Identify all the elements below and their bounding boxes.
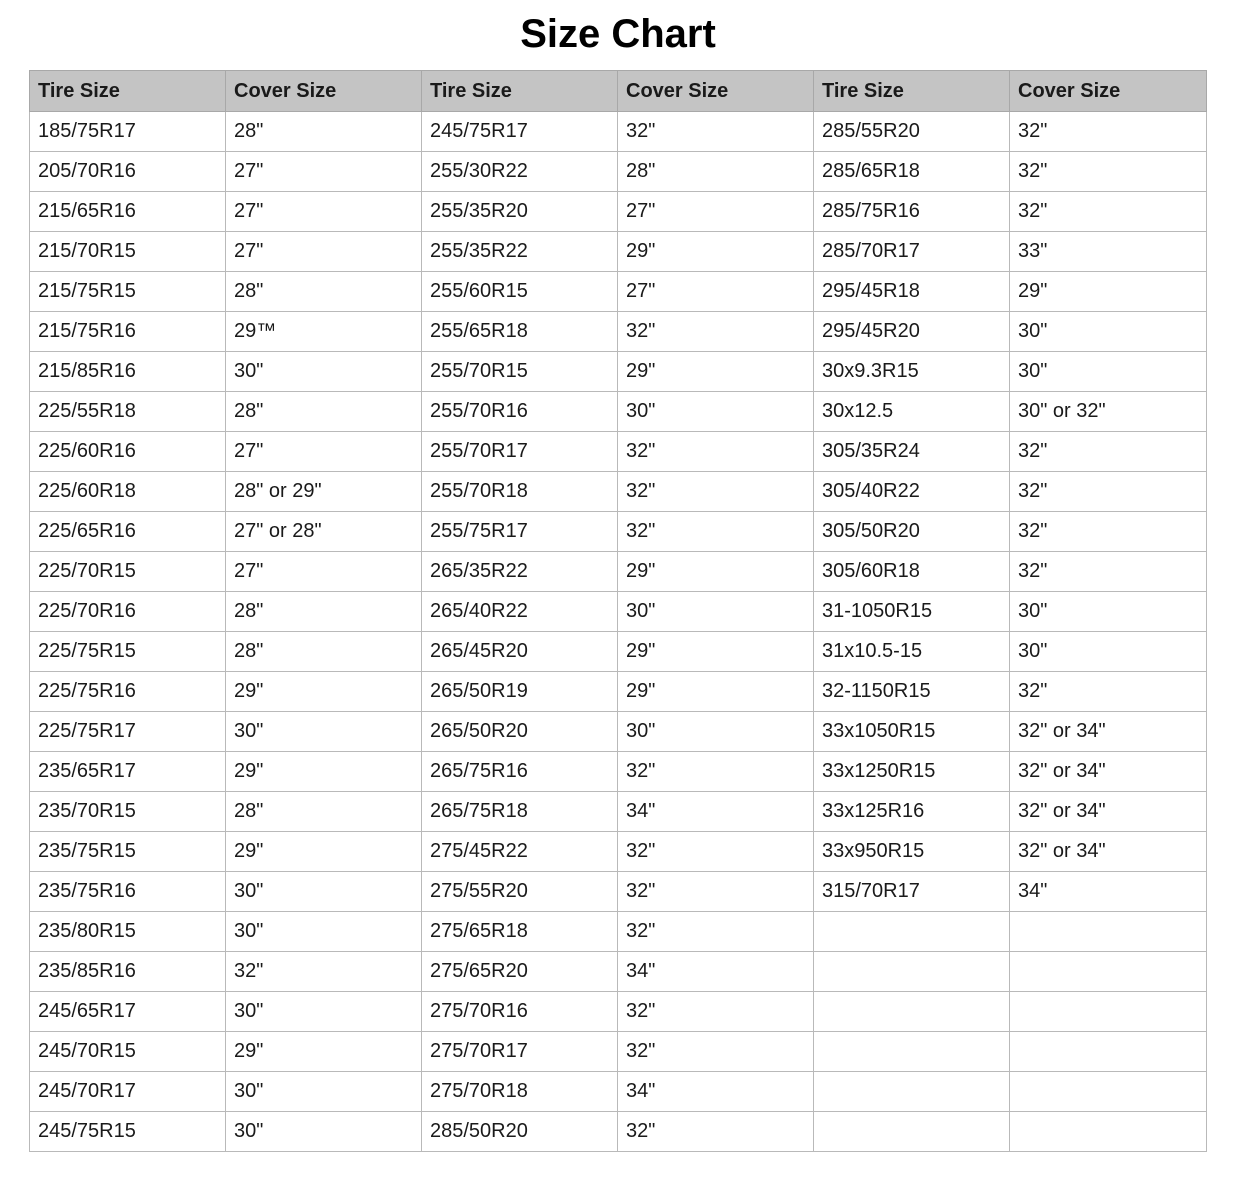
cover-size-cell: 27" [618,192,814,232]
tire-size-cell: 30x12.5 [814,392,1010,432]
tire-size-cell: 255/70R16 [422,392,618,432]
tire-size-cell: 31-1050R15 [814,592,1010,632]
cover-size-cell: 30" [226,1112,422,1152]
tire-size-cell: 305/40R22 [814,472,1010,512]
tire-size-cell: 265/75R18 [422,792,618,832]
cover-size-cell: 28" or 29" [226,472,422,512]
cover-size-cell: 27" [618,272,814,312]
table-row [30,712,1207,752]
table-row [30,792,1207,832]
cover-size-cell: 28" [618,152,814,192]
cover-size-cell [1010,992,1207,1032]
cover-size-cell: 28" [226,792,422,832]
tire-size-cell: 275/65R20 [422,952,618,992]
tire-size-cell: 225/75R17 [30,712,226,752]
table-row [30,592,1207,632]
tire-size-cell: 245/75R15 [30,1112,226,1152]
cover-size-cell: 32" or 34" [1010,792,1207,832]
tire-size-cell: 215/85R16 [30,352,226,392]
cover-size-cell: 32" [1010,432,1207,472]
table-row [30,392,1207,432]
cover-size-cell: 32" [618,912,814,952]
tire-size-cell: 255/70R17 [422,432,618,472]
tire-size-cell: 265/35R22 [422,552,618,592]
tire-size-cell: 255/35R22 [422,232,618,272]
header-row [30,71,1207,112]
tire-size-cell: 275/70R17 [422,1032,618,1072]
table-row [30,672,1207,712]
header-cover-size-3: Cover Size [1010,71,1207,112]
cover-size-cell: 27" or 28" [226,512,422,552]
tire-size-cell [814,1112,1010,1152]
cover-size-cell: 28" [226,112,422,152]
cover-size-cell: 30" [618,712,814,752]
tire-size-cell: 235/80R15 [30,912,226,952]
cover-size-cell [1010,1072,1207,1112]
table-row [30,832,1207,872]
cover-size-cell: 30" [1010,592,1207,632]
table-header [30,71,1207,112]
cover-size-cell: 30" [1010,312,1207,352]
tire-size-cell: 305/35R24 [814,432,1010,472]
header-cover-size-1: Cover Size [226,71,422,112]
cover-size-cell: 32" [226,952,422,992]
tire-size-cell: 215/70R15 [30,232,226,272]
cover-size-cell: 30" [1010,632,1207,672]
cover-size-cell: 32" [618,512,814,552]
cover-size-cell: 32" [618,752,814,792]
cover-size-cell: 32" [1010,552,1207,592]
table-row [30,1112,1207,1152]
tire-size-cell: 265/40R22 [422,592,618,632]
cover-size-cell [1010,952,1207,992]
tire-size-cell: 285/75R16 [814,192,1010,232]
cover-size-cell: 32" [618,1032,814,1072]
header-tire-size-2: Tire Size [422,71,618,112]
cover-size-cell: 32" [618,432,814,472]
cover-size-cell: 30" [226,1072,422,1112]
cover-size-cell: 29" [618,232,814,272]
table-row [30,512,1207,552]
tire-size-cell: 235/75R15 [30,832,226,872]
tire-size-cell: 245/65R17 [30,992,226,1032]
cover-size-cell: 29" [1010,272,1207,312]
tire-size-cell: 235/75R16 [30,872,226,912]
tire-size-cell: 235/70R15 [30,792,226,832]
cover-size-cell: 28" [226,392,422,432]
tire-size-cell: 245/70R17 [30,1072,226,1112]
cover-size-cell: 28" [226,632,422,672]
tire-size-cell: 225/70R15 [30,552,226,592]
tire-size-cell: 225/60R16 [30,432,226,472]
cover-size-cell: 32" [1010,672,1207,712]
tire-size-cell [814,1072,1010,1112]
cover-size-cell: 28" [226,272,422,312]
cover-size-cell: 32" [618,472,814,512]
tire-size-cell: 285/70R17 [814,232,1010,272]
cover-size-cell: 32" [1010,152,1207,192]
tire-size-cell: 225/70R16 [30,592,226,632]
tire-size-cell: 33x1050R15 [814,712,1010,752]
cover-size-cell: 33" [1010,232,1207,272]
cover-size-cell: 32" [618,312,814,352]
tire-size-cell: 185/75R17 [30,112,226,152]
cover-size-cell: 32" [1010,192,1207,232]
cover-size-cell: 32" [1010,472,1207,512]
tire-size-cell: 255/70R15 [422,352,618,392]
table-row [30,632,1207,672]
cover-size-cell: 34" [618,1072,814,1112]
tire-size-cell: 275/65R18 [422,912,618,952]
cover-size-cell: 32" [618,1112,814,1152]
tire-size-cell: 275/55R20 [422,872,618,912]
cover-size-cell: 29" [226,672,422,712]
tire-size-cell: 295/45R18 [814,272,1010,312]
table-row [30,1072,1207,1112]
tire-size-cell: 265/50R19 [422,672,618,712]
cover-size-cell: 27" [226,552,422,592]
tire-size-cell: 235/65R17 [30,752,226,792]
cover-size-cell: 34" [618,952,814,992]
tire-size-cell: 225/75R16 [30,672,226,712]
tire-size-cell: 215/75R15 [30,272,226,312]
tire-size-cell: 32-1150R15 [814,672,1010,712]
table-row [30,192,1207,232]
table-row [30,1032,1207,1072]
tire-size-cell: 205/70R16 [30,152,226,192]
tire-size-cell: 265/50R20 [422,712,618,752]
tire-size-cell: 215/75R16 [30,312,226,352]
tire-size-cell: 255/60R15 [422,272,618,312]
tire-size-cell: 275/45R22 [422,832,618,872]
tire-size-cell: 305/50R20 [814,512,1010,552]
tire-size-cell: 275/70R16 [422,992,618,1032]
cover-size-cell: 30" [226,992,422,1032]
tire-size-cell: 33x125R16 [814,792,1010,832]
tire-size-cell: 225/65R16 [30,512,226,552]
tire-size-cell [814,992,1010,1032]
cover-size-cell: 29" [226,832,422,872]
cover-size-cell: 32" [618,992,814,1032]
cover-size-cell: 28" [226,592,422,632]
tire-size-cell [814,1032,1010,1072]
cover-size-cell: 32" [618,872,814,912]
cover-size-cell: 30" [226,712,422,752]
cover-size-cell: 30" [1010,352,1207,392]
tire-size-cell: 285/55R20 [814,112,1010,152]
tire-size-cell: 275/70R18 [422,1072,618,1112]
cover-size-cell: 27" [226,152,422,192]
tire-size-cell [814,952,1010,992]
cover-size-cell: 32" or 34" [1010,712,1207,752]
tire-size-cell: 285/50R20 [422,1112,618,1152]
cover-size-cell: 29" [618,552,814,592]
cover-size-cell: 30" [226,872,422,912]
tire-size-cell: 245/75R17 [422,112,618,152]
table-row [30,872,1207,912]
tire-size-cell: 33x1250R15 [814,752,1010,792]
table-row [30,552,1207,592]
size-chart-table [29,70,1207,1152]
cover-size-cell: 29™ [226,312,422,352]
tire-size-cell: 305/60R18 [814,552,1010,592]
tire-size-cell: 235/85R16 [30,952,226,992]
cover-size-cell: 30" or 32" [1010,392,1207,432]
cover-size-cell [1010,912,1207,952]
tire-size-cell: 225/55R18 [30,392,226,432]
cover-size-cell [1010,1112,1207,1152]
cover-size-cell: 32" [618,112,814,152]
table-body [30,112,1207,1152]
tire-size-cell: 315/70R17 [814,872,1010,912]
tire-size-cell: 245/70R15 [30,1032,226,1072]
tire-size-cell: 255/75R17 [422,512,618,552]
cover-size-cell: 29" [618,672,814,712]
table-row [30,232,1207,272]
cover-size-cell: 32" [618,832,814,872]
header-tire-size-3: Tire Size [814,71,1010,112]
tire-size-cell: 255/30R22 [422,152,618,192]
cover-size-cell: 27" [226,192,422,232]
cover-size-cell [1010,1032,1207,1072]
cover-size-cell: 34" [1010,872,1207,912]
tire-size-cell: 255/70R18 [422,472,618,512]
tire-size-cell: 255/35R20 [422,192,618,232]
tire-size-cell [814,912,1010,952]
cover-size-cell: 29" [226,752,422,792]
cover-size-cell: 32" [1010,112,1207,152]
tire-size-cell: 31x10.5-15 [814,632,1010,672]
cover-size-cell: 29" [226,1032,422,1072]
cover-size-cell: 32" [1010,512,1207,552]
header-cover-size-2: Cover Size [618,71,814,112]
cover-size-cell: 29" [618,632,814,672]
tire-size-cell: 255/65R18 [422,312,618,352]
cover-size-cell: 29" [618,352,814,392]
table-row [30,352,1207,392]
table-row [30,952,1207,992]
table-row [30,752,1207,792]
table-row [30,992,1207,1032]
cover-size-cell: 32" or 34" [1010,832,1207,872]
table-row [30,472,1207,512]
tire-size-cell: 265/75R16 [422,752,618,792]
table-row [30,912,1207,952]
cover-size-cell: 30" [618,392,814,432]
tire-size-cell: 225/75R15 [30,632,226,672]
table-row [30,432,1207,472]
page-title: Size Chart [520,12,716,56]
cover-size-cell: 32" or 34" [1010,752,1207,792]
cover-size-cell: 27" [226,232,422,272]
tire-size-cell: 265/45R20 [422,632,618,672]
table-row [30,272,1207,312]
tire-size-cell: 33x950R15 [814,832,1010,872]
cover-size-cell: 30" [226,352,422,392]
cover-size-cell: 30" [226,912,422,952]
tire-size-cell: 285/65R18 [814,152,1010,192]
table-row [30,152,1207,192]
cover-size-cell: 27" [226,432,422,472]
tire-size-cell: 295/45R20 [814,312,1010,352]
cover-size-cell: 34" [618,792,814,832]
header-tire-size-1: Tire Size [30,71,226,112]
table-row [30,112,1207,152]
table-row [30,312,1207,352]
tire-size-cell: 30x9.3R15 [814,352,1010,392]
tire-size-cell: 215/65R16 [30,192,226,232]
tire-size-cell: 225/60R18 [30,472,226,512]
cover-size-cell: 30" [618,592,814,632]
